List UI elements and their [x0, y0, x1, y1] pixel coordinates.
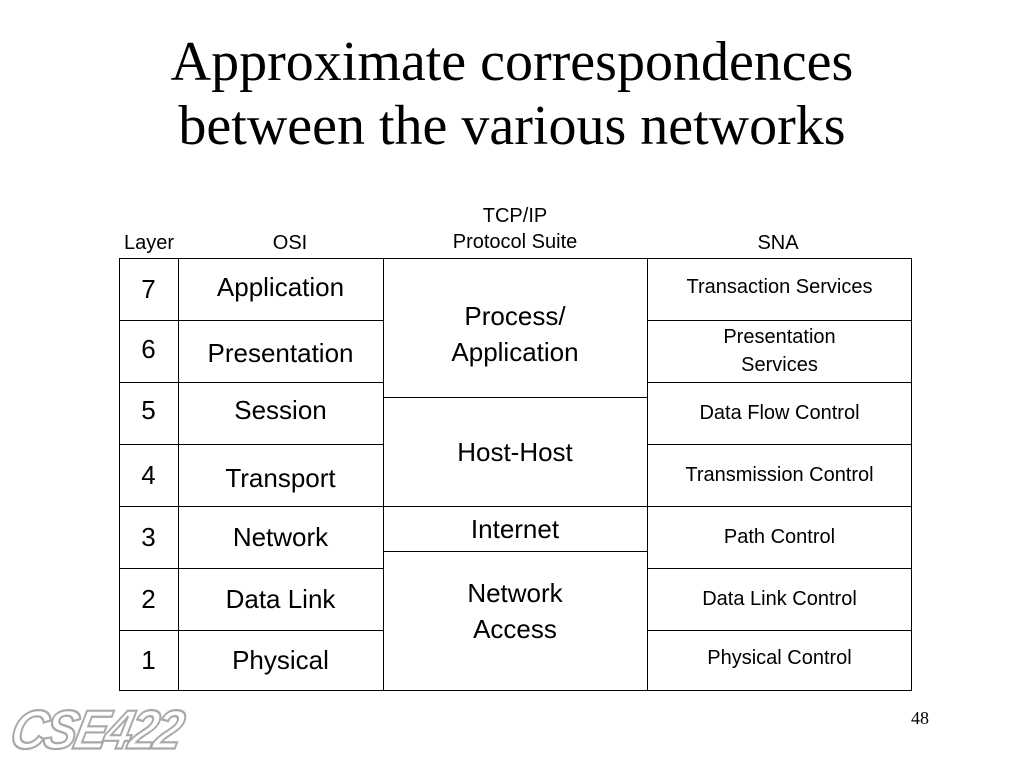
osi-layer-name: Session: [234, 395, 327, 425]
sna-layer: [647, 630, 912, 691]
layer-number: 6: [141, 334, 156, 364]
sna-layer: [647, 568, 912, 630]
course-logo: CSE422: [5, 699, 187, 761]
osi-layer-name: Presentation: [207, 337, 354, 368]
tcpip-layer: [383, 551, 647, 691]
layer-number: 1: [141, 645, 156, 675]
tcpip-header-line-1: TCP/IP: [482, 205, 548, 227]
osi-layer-name: Network: [232, 521, 329, 552]
tcpip-layer-line-2: Application: [451, 336, 579, 367]
layer-header: Layer: [123, 232, 175, 254]
tcpip-layer: [383, 397, 647, 506]
title-line-2: between the various networks: [178, 95, 846, 157]
sna-header: SNA: [757, 232, 799, 254]
sna-layer: [647, 444, 912, 506]
title-line-1: Approximate correspondences: [170, 31, 854, 93]
sna-layer: [647, 258, 912, 320]
sna-layer: [647, 506, 912, 568]
page-number: 48: [911, 708, 929, 728]
sna-layer: [647, 320, 912, 382]
osi-layer-name: Data Link: [225, 583, 336, 614]
sna-layer-line-1: Data Flow Control: [699, 402, 860, 424]
tcpip-layer-line-1: Process/: [464, 300, 566, 331]
layer-number: 2: [141, 583, 156, 614]
sna-layer-line-1: Transaction Services: [686, 276, 873, 298]
tcpip-header: [405, 203, 625, 255]
sna-layer-line-2: Services: [741, 354, 818, 376]
slide-title: [0, 30, 1024, 158]
tcpip-layer-line-1: Network: [467, 578, 563, 608]
layer-number: 3: [141, 521, 156, 552]
layer-number: 4: [141, 460, 156, 490]
osi-layer-name: Transport: [225, 462, 336, 493]
sna-layer-line-1: Physical Control: [707, 646, 852, 669]
tcpip-layer-line-1: Internet: [470, 513, 560, 544]
tcpip-header-line-2: Protocol Suite: [452, 231, 578, 253]
sna-layer: [647, 382, 912, 444]
osi-layer-name: Application: [216, 272, 345, 302]
tcpip-layer-line-1: Host-Host: [457, 436, 573, 467]
sna-layer-line-1: Path Control: [723, 526, 836, 548]
osi-header: OSI: [272, 232, 308, 254]
sna-layer-line-1: Presentation: [723, 326, 836, 348]
layer-number: 5: [141, 395, 156, 425]
tcpip-layer: [383, 506, 647, 551]
tcpip-layer: [383, 258, 647, 397]
layer-number: 7: [141, 273, 156, 304]
tcpip-layer-line-2: Access: [473, 614, 557, 644]
osi-layer-name: Physical: [232, 645, 329, 675]
sna-layer-line-1: Data Link Control: [702, 588, 857, 610]
sna-layer-line-1: Transmission Control: [685, 464, 874, 486]
